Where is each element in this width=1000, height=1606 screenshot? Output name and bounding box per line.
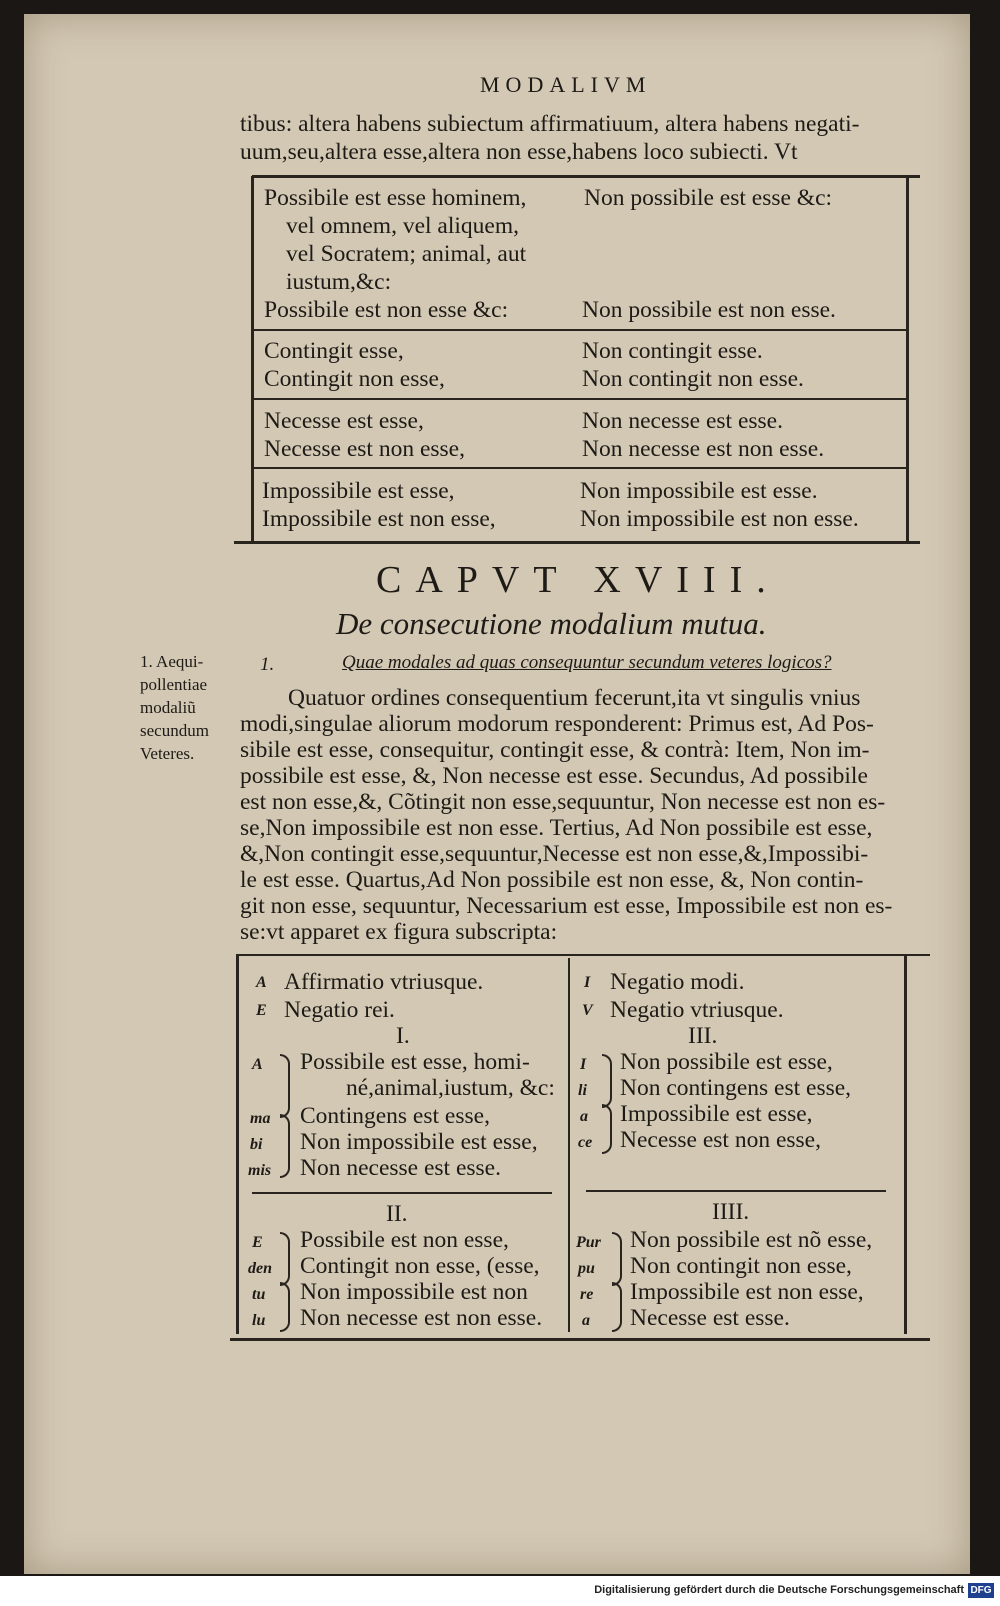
group-4-line-1: Non possibile est nõ esse, [630,1227,873,1253]
table-left-6: Contingit esse, [264,338,404,364]
table-right-1: Non possibile est esse &c: [584,185,833,211]
group-2-line-3: Non impossibile est non [300,1279,528,1305]
group-3-line-1: Non possibile est esse, [620,1049,833,1075]
table-left-5: Possibile est non esse &c: [264,297,509,323]
group-2-mark-4: lu [252,1312,266,1329]
table-right-7: Non impossibile est esse. [580,478,818,504]
group-1-mark-1: A [252,1056,263,1073]
group-4-line-2: Non contingit non esse, [630,1253,852,1279]
group-3-mark-1: I [580,1056,587,1073]
group-2-line-2: Contingit non esse, (esse, [300,1253,540,1279]
table-left-11: Impossibile est non esse, [262,506,496,532]
running-head: MODALIVM [480,72,652,97]
group-2-line-4: Non necesse est non esse. [300,1305,543,1331]
body-line-8: le est esse. Quartus,Ad Non possibile est non esse, &, Non contin- [240,867,864,893]
group-2-mark-2: den [248,1260,272,1277]
group-2-numeral: II. [386,1201,408,1227]
group-3-line-4: Necesse est non esse, [620,1127,821,1153]
group-2-mark-1: E [252,1234,263,1251]
table-left-3: vel Socratem; animal, aut [286,241,527,267]
margin-note-1: 1. Aequi- [140,652,204,671]
table-right-6: Non necesse est non esse. [582,436,825,462]
group-3-line-2: Non contingens est esse, [620,1075,852,1101]
group-2-line-1: Possibile est non esse, [300,1227,509,1253]
group-2-mark-3: tu [252,1286,266,1303]
table-left-8: Necesse est esse, [264,408,424,434]
table-right-3: Non contingit esse. [582,338,763,364]
legend-mark-i: I [584,974,591,991]
body-line-1: Quatuor ordines consequentium fecerunt,ita vt singulis vnius [288,685,861,711]
table-right-4: Non contingit non esse. [582,366,804,392]
table-left-10: Impossibile est esse, [262,478,455,504]
group-4-mark-3: re [580,1286,594,1303]
group-1-numeral: I. [396,1023,410,1049]
legend-text-i: Negatio modi. [610,969,745,995]
body-line-9: git non esse, sequuntur, Necessarium est esse, Impossibile est non es- [240,893,893,919]
body-line-5: est non esse,&, Cõtingit non esse,sequuntur, Non necesse est non es- [240,789,886,815]
group-1-mark-4: bi [250,1136,263,1153]
table-left-4: iustum,&c: [286,269,392,295]
margin-note-5: Veteres. [140,744,195,763]
group-4-mark-4: a [582,1312,590,1329]
table-right-5: Non necesse est esse. [582,408,783,434]
group-4-mark-1: Pur [576,1234,601,1251]
intro-line-2: uum,seu,altera esse,altera non esse,habens loco subiecti. Vt [240,139,798,165]
question-number: 1. [260,654,275,675]
table-right-8: Non impossibile est non esse. [580,506,859,532]
group-4-line-3: Impossibile est non esse, [630,1279,864,1305]
group-3-mark-3: a [580,1108,588,1125]
margin-note-4: secundum [140,721,209,740]
margin-note-3: modaliũ [140,698,196,717]
group-4-line-4: Necesse est esse. [630,1305,790,1331]
group-3-line-3: Impossibile est esse, [620,1101,813,1127]
table-right-2: Non possibile est non esse. [582,297,836,323]
group-3-mark-4: ce [578,1134,593,1151]
body-line-2: modi,singulae aliorum modorum responderent: Primus est, Ad Pos- [240,711,874,737]
group-1-line-5: Non necesse est esse. [300,1155,501,1181]
chapter-subtitle: De consecutione modalium mutua. [336,606,767,641]
legend-mark-e: E [256,1002,267,1019]
table-left-7: Contingit non esse, [264,366,445,392]
group-1-mark-3: ma [250,1110,271,1127]
group-1-line-1: Possibile est esse, homi- [300,1049,530,1075]
legend-text-v: Negatio vtriusque. [610,997,784,1023]
legend-text-e: Negatio rei. [284,997,395,1023]
chapter-title: CAPVT XVIII. [376,559,780,601]
body-line-7: &,Non contingit esse,sequuntur,Necesse est non esse,&,Impossibi- [240,841,869,867]
group-1-mark-5: mis [248,1162,272,1179]
group-4-numeral: IIII. [712,1199,750,1225]
table-left-9: Necesse est non esse, [264,436,465,462]
group-3-mark-2: li [578,1082,587,1099]
legend-mark-a: A [256,974,267,991]
footer-credit: Digitalisierung gefördert durch die Deutsche Forschungsgemeinschaft [594,1584,964,1596]
intro-line-1: tibus: altera habens subiectum affirmatiuum, altera habens negati- [240,111,860,137]
group-1-line-3: Contingens est esse, [300,1103,490,1129]
table-left-2: vel omnem, vel aliquem, [286,213,519,239]
group-1-line-4: Non impossibile est esse, [300,1129,538,1155]
group-4-mark-2: pu [578,1260,595,1277]
group-1-line-2: né,animal,iustum, &c: [346,1075,555,1101]
dfg-logo: DFG [968,1583,994,1598]
legend-text-a: Affirmatio vtriusque. [284,969,484,995]
question-text: Quae modales ad quas consequuntur secundum veteres logicos? [342,652,832,673]
body-line-6: se,Non impossibile est non esse. Tertius, Ad Non possibile est esse, [240,815,873,841]
table-left-1: Possibile est esse hominem, [264,185,527,211]
margin-note-2: pollentiae [140,675,208,694]
digitization-footer [0,1576,1000,1606]
group-3-numeral: III. [688,1023,718,1049]
legend-mark-v: V [582,1002,593,1019]
body-line-10: se:vt apparet ex figura subscripta: [240,919,558,945]
body-line-4: possibile est esse, &, Non necesse est esse. Secundus, Ad possibile [240,763,868,789]
scanned-page [24,14,970,1574]
body-line-3: sibile est esse, consequitur, contingit esse, & contrà: Item, Non im- [240,737,870,763]
